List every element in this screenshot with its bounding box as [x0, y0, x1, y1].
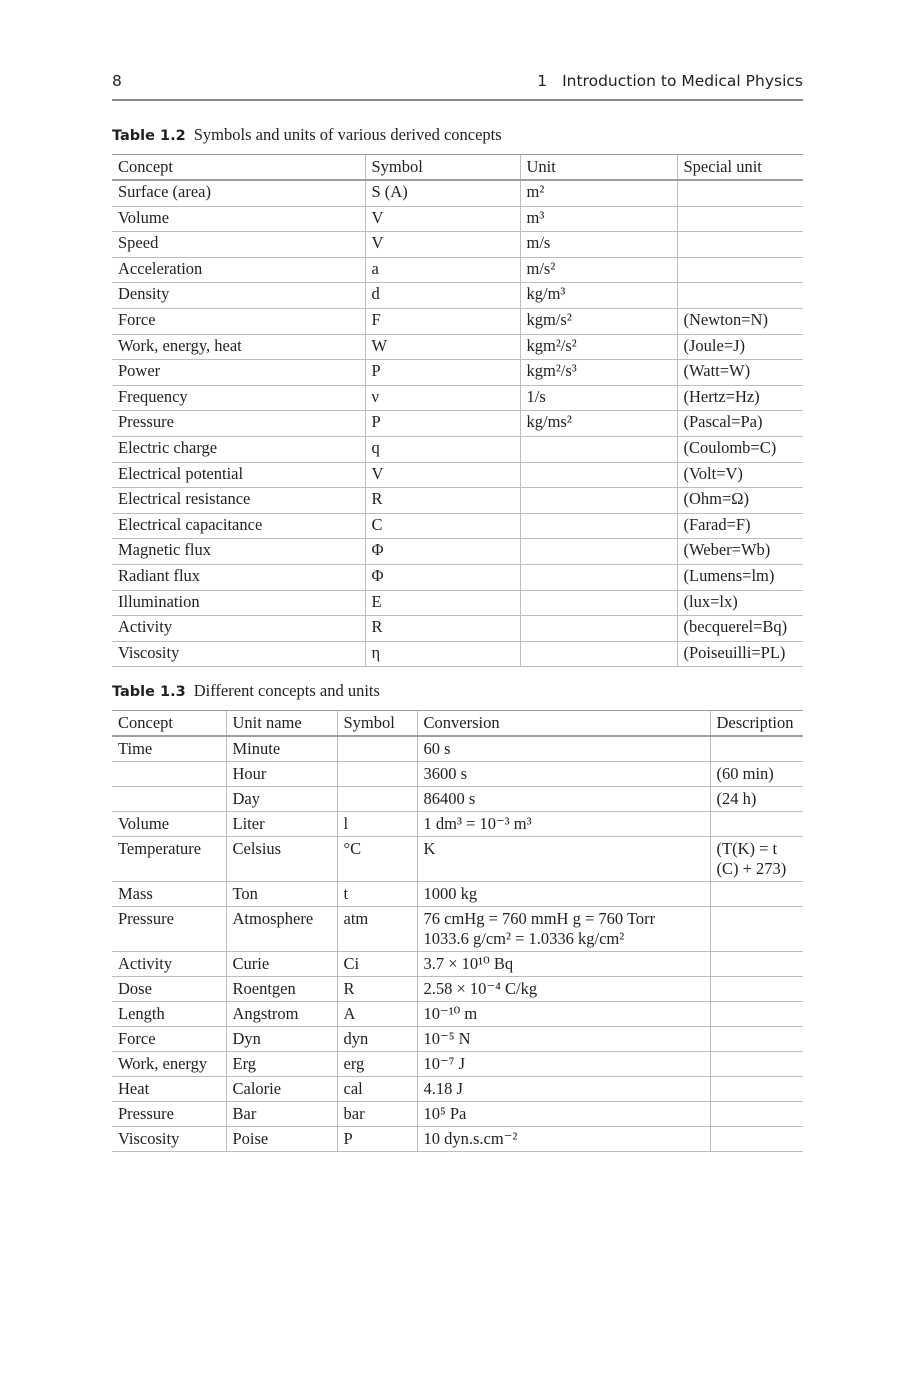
table-1-2-body: [112, 180, 803, 667]
cell-description: [710, 1002, 803, 1027]
table-row: [112, 762, 803, 787]
cell-unit: kgm²/s³: [520, 360, 677, 386]
table-row: [112, 590, 803, 616]
cell-unit: [520, 436, 677, 462]
cell-symbol: R: [365, 616, 520, 642]
column-header: Symbol: [365, 155, 520, 181]
cell-conversion: 10⁻¹⁰ m: [417, 1002, 710, 1027]
cell-conversion: 3600 s: [417, 762, 710, 787]
cell-unit-name: Bar: [226, 1102, 337, 1127]
cell-special: [677, 257, 803, 283]
table-1-2-title: Symbols and units of various derived concepts: [193, 125, 502, 144]
cell-symbol: R: [337, 977, 417, 1002]
table-row: [112, 641, 803, 667]
table-row: [112, 882, 803, 907]
table-row: [112, 952, 803, 977]
cell-special: (Pascal=Pa): [677, 411, 803, 437]
cell-description: [710, 977, 803, 1002]
table-row: [112, 232, 803, 258]
cell-concept: Electrical capacitance: [112, 513, 365, 539]
cell-concept: Volume: [112, 206, 365, 232]
cell-special: (Volt=V): [677, 462, 803, 488]
cell-special: [677, 180, 803, 206]
cell-unit-name: Liter: [226, 812, 337, 837]
cell-description: [710, 1027, 803, 1052]
cell-unit: kg/m³: [520, 283, 677, 309]
header-rule: [112, 99, 803, 101]
cell-special: (Hertz=Hz): [677, 385, 803, 411]
cell-symbol: [337, 762, 417, 787]
cell-unit: [520, 641, 677, 667]
cell-description: [710, 1102, 803, 1127]
cell-concept: Speed: [112, 232, 365, 258]
table-row: [112, 488, 803, 514]
cell-unit-name: Atmosphere: [226, 907, 337, 952]
cell-unit: [520, 590, 677, 616]
cell-symbol: °C: [337, 837, 417, 882]
cell-special: (Lumens=lm): [677, 564, 803, 590]
cell-symbol: S (A): [365, 180, 520, 206]
cell-symbol: erg: [337, 1052, 417, 1077]
cell-concept: Dose: [112, 977, 226, 1002]
cell-special: (becquerel=Bq): [677, 616, 803, 642]
table-row: [112, 907, 803, 952]
cell-symbol: V: [365, 462, 520, 488]
cell-concept: Radiant flux: [112, 564, 365, 590]
cell-concept: Length: [112, 1002, 226, 1027]
cell-unit: [520, 513, 677, 539]
cell-concept: Acceleration: [112, 257, 365, 283]
table-row: [112, 1027, 803, 1052]
cell-concept: Electric charge: [112, 436, 365, 462]
cell-concept: Force: [112, 1027, 226, 1052]
cell-concept: [112, 762, 226, 787]
cell-conversion: 10 dyn.s.cm⁻²: [417, 1127, 710, 1152]
cell-symbol: V: [365, 232, 520, 258]
cell-concept: Viscosity: [112, 1127, 226, 1152]
table-row: [112, 977, 803, 1002]
cell-symbol: a: [365, 257, 520, 283]
cell-unit-name: Celsius: [226, 837, 337, 882]
cell-description: [710, 1127, 803, 1152]
column-header: Conversion: [417, 711, 710, 737]
cell-concept: Activity: [112, 952, 226, 977]
cell-concept: Magnetic flux: [112, 539, 365, 565]
table-1-3-title: Different concepts and units: [193, 681, 380, 700]
cell-special: (Coulomb=C): [677, 436, 803, 462]
cell-concept: Power: [112, 360, 365, 386]
cell-unit-name: Ton: [226, 882, 337, 907]
cell-unit-name: Curie: [226, 952, 337, 977]
table-1-3-body: [112, 736, 803, 1152]
table-row: [112, 283, 803, 309]
cell-special: (Farad=F): [677, 513, 803, 539]
cell-unit: m/s²: [520, 257, 677, 283]
cell-symbol: [337, 787, 417, 812]
cell-unit: m/s: [520, 232, 677, 258]
cell-description: (T(K) = t (C) + 273): [710, 837, 803, 882]
cell-concept: Heat: [112, 1077, 226, 1102]
table-1-3-caption: [112, 681, 380, 701]
cell-symbol: cal: [337, 1077, 417, 1102]
cell-symbol: ν: [365, 385, 520, 411]
cell-description: [710, 882, 803, 907]
cell-conversion: 60 s: [417, 736, 710, 762]
cell-unit: kg/ms²: [520, 411, 677, 437]
table-row: [112, 787, 803, 812]
cell-symbol: P: [365, 360, 520, 386]
table-row: [112, 334, 803, 360]
cell-description: [710, 1052, 803, 1077]
table-row: [112, 616, 803, 642]
cell-concept: Pressure: [112, 907, 226, 952]
cell-concept: Volume: [112, 812, 226, 837]
cell-unit-name: Hour: [226, 762, 337, 787]
cell-concept: Frequency: [112, 385, 365, 411]
cell-unit-name: Roentgen: [226, 977, 337, 1002]
table-row: [112, 308, 803, 334]
cell-unit-name: Poise: [226, 1127, 337, 1152]
cell-concept: Work, energy: [112, 1052, 226, 1077]
cell-conversion: 86400 s: [417, 787, 710, 812]
cell-conversion: 10⁻⁷ J: [417, 1052, 710, 1077]
cell-special: [677, 232, 803, 258]
table-row: [112, 1002, 803, 1027]
cell-unit: kgm/s²: [520, 308, 677, 334]
cell-conversion: 76 cmHg = 760 mmH g = 760 Torr 1033.6 g/cm² = 1.0336 kg/cm²: [417, 907, 710, 952]
table-row: [112, 1127, 803, 1152]
cell-symbol: C: [365, 513, 520, 539]
cell-description: [710, 907, 803, 952]
cell-unit-name: Dyn: [226, 1027, 337, 1052]
table-1-3-label: Table 1.3: [112, 684, 186, 700]
cell-concept: Electrical resistance: [112, 488, 365, 514]
cell-description: [710, 736, 803, 762]
cell-symbol: [337, 736, 417, 762]
table-1-2: [112, 154, 803, 667]
table-1-3: [112, 710, 803, 1152]
cell-concept: Electrical potential: [112, 462, 365, 488]
cell-unit: [520, 564, 677, 590]
chapter-number: 1: [537, 72, 548, 90]
column-header: Concept: [112, 711, 226, 737]
cell-concept: Mass: [112, 882, 226, 907]
cell-special: (Weber=Wb): [677, 539, 803, 565]
table-row: [112, 539, 803, 565]
cell-description: [710, 1077, 803, 1102]
cell-unit-name: Angstrom: [226, 1002, 337, 1027]
cell-description: (60 min): [710, 762, 803, 787]
cell-concept: Temperature: [112, 837, 226, 882]
cell-special: (Poiseuilli=PL): [677, 641, 803, 667]
cell-symbol: V: [365, 206, 520, 232]
table-row: [112, 736, 803, 762]
table-1-2-caption: [112, 125, 502, 145]
cell-symbol: atm: [337, 907, 417, 952]
cell-unit-name: Calorie: [226, 1077, 337, 1102]
table-row: [112, 257, 803, 283]
cell-unit: m²: [520, 180, 677, 206]
cell-conversion: K: [417, 837, 710, 882]
cell-special: (Watt=W): [677, 360, 803, 386]
cell-concept: Work, energy, heat: [112, 334, 365, 360]
cell-symbol: l: [337, 812, 417, 837]
cell-conversion: 2.58 × 10⁻⁴ C/kg: [417, 977, 710, 1002]
column-header: Unit name: [226, 711, 337, 737]
cell-symbol: A: [337, 1002, 417, 1027]
cell-symbol: Ci: [337, 952, 417, 977]
table-row: [112, 1102, 803, 1127]
table-row: [112, 360, 803, 386]
page-number: 8: [112, 72, 122, 90]
cell-unit: [520, 488, 677, 514]
cell-description: (24 h): [710, 787, 803, 812]
cell-symbol: t: [337, 882, 417, 907]
cell-special: (Newton=N): [677, 308, 803, 334]
cell-symbol: E: [365, 590, 520, 616]
cell-symbol: P: [365, 411, 520, 437]
cell-description: [710, 812, 803, 837]
table-row: [112, 812, 803, 837]
cell-conversion: 1 dm³ = 10⁻³ m³: [417, 812, 710, 837]
cell-special: [677, 206, 803, 232]
table-header-row: [112, 711, 803, 737]
cell-conversion: 10⁻⁵ N: [417, 1027, 710, 1052]
cell-unit: m³: [520, 206, 677, 232]
cell-unit-name: Day: [226, 787, 337, 812]
chapter-heading: [537, 72, 803, 90]
column-header: Unit: [520, 155, 677, 181]
cell-special: (Joule=J): [677, 334, 803, 360]
cell-concept: Pressure: [112, 1102, 226, 1127]
cell-special: (Ohm=Ω): [677, 488, 803, 514]
table-row: [112, 1077, 803, 1102]
cell-conversion: 4.18 J: [417, 1077, 710, 1102]
cell-symbol: q: [365, 436, 520, 462]
cell-symbol: bar: [337, 1102, 417, 1127]
table-row: [112, 564, 803, 590]
cell-concept: Time: [112, 736, 226, 762]
cell-concept: Pressure: [112, 411, 365, 437]
table-1-2-label: Table 1.2: [112, 128, 186, 144]
cell-unit-name: Erg: [226, 1052, 337, 1077]
cell-concept: Surface (area): [112, 180, 365, 206]
column-header: Concept: [112, 155, 365, 181]
cell-unit: [520, 539, 677, 565]
cell-concept: Activity: [112, 616, 365, 642]
cell-symbol: Φ: [365, 539, 520, 565]
table-row: [112, 1052, 803, 1077]
table-row: [112, 462, 803, 488]
table-row: [112, 206, 803, 232]
cell-description: [710, 952, 803, 977]
cell-symbol: W: [365, 334, 520, 360]
cell-special: [677, 283, 803, 309]
column-header: Description: [710, 711, 803, 737]
column-header: Special unit: [677, 155, 803, 181]
cell-unit: [520, 616, 677, 642]
cell-concept: Illumination: [112, 590, 365, 616]
cell-symbol: F: [365, 308, 520, 334]
table-row: [112, 837, 803, 882]
cell-unit: kgm²/s²: [520, 334, 677, 360]
table-row: [112, 180, 803, 206]
table-header-row: [112, 155, 803, 181]
cell-unit-name: Minute: [226, 736, 337, 762]
cell-conversion: 1000 kg: [417, 882, 710, 907]
table-row: [112, 436, 803, 462]
cell-concept: [112, 787, 226, 812]
cell-concept: Density: [112, 283, 365, 309]
cell-concept: Force: [112, 308, 365, 334]
column-header: Symbol: [337, 711, 417, 737]
cell-special: (lux=lx): [677, 590, 803, 616]
cell-concept: Viscosity: [112, 641, 365, 667]
cell-symbol: dyn: [337, 1027, 417, 1052]
cell-conversion: 3.7 × 10¹⁰ Bq: [417, 952, 710, 977]
running-head: [112, 72, 803, 94]
cell-unit: [520, 462, 677, 488]
cell-symbol: η: [365, 641, 520, 667]
cell-symbol: R: [365, 488, 520, 514]
chapter-title: Introduction to Medical Physics: [562, 72, 803, 90]
table-row: [112, 411, 803, 437]
cell-symbol: Φ: [365, 564, 520, 590]
table-row: [112, 513, 803, 539]
cell-conversion: 10⁵ Pa: [417, 1102, 710, 1127]
cell-symbol: d: [365, 283, 520, 309]
cell-symbol: P: [337, 1127, 417, 1152]
table-row: [112, 385, 803, 411]
cell-unit: 1/s: [520, 385, 677, 411]
